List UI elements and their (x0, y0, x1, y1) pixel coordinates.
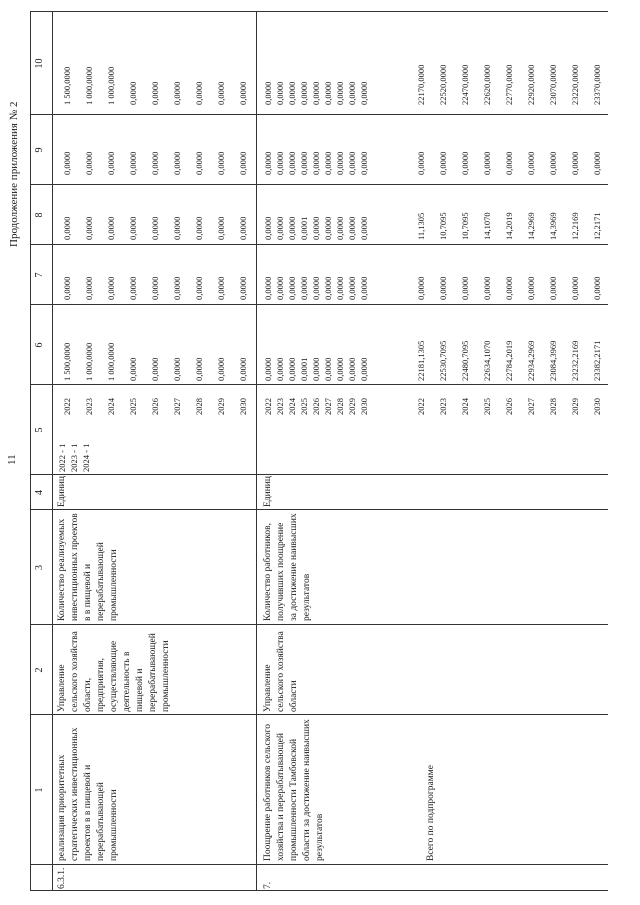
row-7-c7-8: 0,0000 (359, 276, 369, 300)
row-6-3-1-indicator: Количество реализуемых инвестиционных проектов в в пищевой и перерабатывающей промышленности (57, 513, 119, 621)
row-7-years-8: 2030 (359, 398, 369, 415)
total-years-0: 2022 (416, 398, 426, 415)
total-years-8: 2030 (592, 398, 602, 415)
row-6-3-1-c9-7: 0,0000 (216, 151, 226, 175)
appendix-note: Продолжение приложения № 2 (8, 101, 20, 247)
row-7-c9-8: 0,0000 (359, 151, 369, 175)
row-7-c8-5: 0,0000 (323, 216, 333, 240)
total-c6-3: 22634,1070 (482, 340, 492, 381)
row-7-years-6: 2028 (335, 398, 345, 415)
row-6-3-1-col7 (56, 277, 254, 300)
row-7-c9-0: 0,0000 (263, 151, 273, 175)
colnum-5: 5 (34, 427, 45, 433)
row-7-col6 (262, 358, 370, 381)
row-7-c10-8: 0,0000 (359, 81, 369, 105)
row-6-3-1-c7-6: 0,0000 (194, 276, 204, 300)
row-6-3-1-c7-8: 0,0000 (238, 276, 248, 300)
row-6-3-1-c10-0: 1 500,0000 (62, 66, 72, 105)
row-6-3-1-years-5: 2027 (172, 398, 182, 415)
row-7-c7-0: 0,0000 (263, 276, 273, 300)
row-6-3-1-col10 (56, 67, 254, 105)
row-6-3-1-c7-1: 0,0000 (84, 276, 94, 300)
row-6-3-1-years-4: 2026 (150, 398, 160, 415)
row-6-3-1-target-2024: 2024 - 1 (81, 443, 91, 472)
row-7-c7-4: 0,0000 (311, 276, 321, 300)
row-7-c10-7: 0,0000 (347, 81, 357, 105)
page-number: 11 (6, 454, 18, 465)
rule-col5 (30, 474, 608, 475)
total-c6-6: 23084,3969 (548, 340, 558, 381)
rule-col4 (30, 509, 608, 510)
row-6-3-1-c7-4: 0,0000 (150, 276, 160, 300)
colnum-4: 4 (34, 490, 45, 495)
total-c6-4: 22784,2019 (504, 340, 514, 381)
row-6-3-1-col6 (56, 343, 254, 381)
colnum-1: 1 (34, 787, 45, 793)
row-7-c9-2: 0,0000 (287, 151, 297, 175)
rule-col10 (30, 114, 608, 115)
total-c8-8: 12,2171 (592, 212, 602, 240)
row-6-3-1-c9-4: 0,0000 (150, 151, 160, 175)
row-7-years-3: 2025 (299, 398, 309, 415)
total-c10-7: 23220,0000 (570, 64, 580, 105)
row-7-c7-7: 0,0000 (347, 276, 357, 300)
colnum-2: 2 (34, 667, 45, 673)
total-c6-7: 23232,2169 (570, 340, 580, 381)
row-7-c7-6: 0,0000 (335, 276, 345, 300)
total-c6-5: 22934,2969 (526, 340, 536, 381)
row-7-c8-1: 0,0000 (275, 216, 285, 240)
row-6-3-1-c10-4: 0,0000 (150, 81, 160, 105)
row-7-c6-6: 0,0000 (335, 357, 345, 381)
total-c10-5: 22920,0000 (526, 64, 536, 105)
total-c10-0: 22170,0000 (416, 64, 426, 105)
row-7-c6-0: 0,0000 (263, 357, 273, 381)
total-years-7: 2029 (570, 398, 580, 415)
row-6-3-1-c7-7: 0,0000 (216, 276, 226, 300)
total-c7-4: 0,0000 (504, 276, 514, 300)
total-c10-1: 22520,0000 (438, 64, 448, 105)
row-6-3-1-c7-5: 0,0000 (172, 276, 182, 300)
row-7-col8 (262, 217, 370, 240)
row-6-3-1-years (56, 398, 254, 415)
rule-col2 (30, 714, 608, 715)
rule-col0 (30, 890, 608, 891)
total-c8-4: 14,2019 (504, 212, 514, 240)
row-7-c8-2: 0,0000 (287, 216, 297, 240)
total-years-1: 2023 (438, 398, 448, 415)
total-c6-0: 22181,1305 (416, 340, 426, 381)
row-7-executor: Управление сельского хозяйства области (263, 631, 299, 712)
total-col7 (410, 277, 608, 300)
total-years-3: 2025 (482, 398, 492, 415)
row-6-3-1-c9-2: 0,0000 (106, 151, 116, 175)
total-c8-6: 14,3969 (548, 212, 558, 240)
total-c8-5: 14,2969 (526, 212, 536, 240)
row-7-name: Поощрение работников сельского хозяйства и перерабатывающей промышленности Тамбовской области за достижение наивысших результатов (263, 719, 325, 861)
colnum-8: 8 (34, 212, 45, 218)
total-c9-7: 0,0000 (570, 151, 580, 175)
row-7-c10-0: 0,0000 (263, 81, 273, 105)
row-6-3-1-c10-1: 1 000,0000 (84, 66, 94, 105)
row-7-c7-1: 0,0000 (275, 276, 285, 300)
row-7-c8-7: 0,0000 (347, 216, 357, 240)
total-c7-1: 0,0000 (438, 276, 448, 300)
row-6-3-1-c8-8: 0,0000 (238, 216, 248, 240)
total-c7-3: 0,0000 (482, 276, 492, 300)
total-years-6: 2028 (548, 398, 558, 415)
row-6-3-1-c7-0: 0,0000 (62, 276, 72, 300)
row-6-3-1-c6-7: 0,0000 (216, 357, 226, 381)
total-years-5: 2027 (526, 398, 536, 415)
row-6-3-1-name: реализация приоритетных стратегических инвестиционных проектов в в пищевой и перерабатывающей промышленности (57, 727, 119, 861)
row-7-c6-5: 0,0000 (323, 357, 333, 381)
total-c10-2: 22470,0000 (460, 64, 470, 105)
row-6-3-1-c9-1: 0,0000 (84, 151, 94, 175)
total-c10-6: 23070,0000 (548, 64, 558, 105)
row-6-3-1-c9-5: 0,0000 (172, 151, 182, 175)
row-7-c9-6: 0,0000 (335, 151, 345, 175)
row-7-c6-8: 0,0000 (359, 357, 369, 381)
total-c7-0: 0,0000 (416, 276, 426, 300)
total-years-4: 2026 (504, 398, 514, 415)
row-7-years-7: 2029 (347, 398, 357, 415)
row-6-3-1-c6-8: 0,0000 (238, 357, 248, 381)
total-c9-3: 0,0000 (482, 151, 492, 175)
row-6-3-1-c9-0: 0,0000 (62, 151, 72, 175)
row-6-3-1-c6-6: 0,0000 (194, 357, 204, 381)
total-c7-7: 0,0000 (570, 276, 580, 300)
row-7-c10-1: 0,0000 (275, 81, 285, 105)
colnum-9: 9 (34, 147, 45, 153)
total-col6 (410, 341, 608, 381)
row-7-c10-4: 0,0000 (311, 81, 321, 105)
row-7-years-4: 2026 (311, 398, 321, 415)
row-6-3-1-target-2023: 2023 - 1 (69, 443, 79, 472)
total-c10-3: 22620,0000 (482, 64, 492, 105)
rule-header (52, 11, 53, 891)
total-label: Всего по подпрограмме (426, 765, 436, 861)
row-6-3-1-c10-6: 0,0000 (194, 81, 204, 105)
row-6-3-1-c6-5: 0,0000 (172, 357, 182, 381)
row-6-3-1-c7-3: 0,0000 (128, 276, 138, 300)
total-col9 (410, 152, 608, 175)
row-7-c9-4: 0,0000 (311, 151, 321, 175)
total-col8 (410, 212, 608, 240)
row-6-3-1-c6-2: 1 000,0000 (106, 342, 116, 381)
row-7-col7 (262, 277, 370, 300)
total-c10-8: 23370,0000 (592, 64, 602, 105)
row-6-3-1-years-1: 2023 (84, 398, 94, 415)
row-7-years-5: 2027 (323, 398, 333, 415)
total-c8-3: 14,1070 (482, 212, 492, 240)
rule-col9 (30, 184, 608, 185)
row-7-c9-1: 0,0000 (275, 151, 285, 175)
row-7-c10-5: 0,0000 (323, 81, 333, 105)
row-number-6-3-1: 6.3.1. (57, 867, 67, 889)
row-6-3-1-c6-1: 1 000,0000 (84, 342, 94, 381)
row-6-3-1-years-2: 2024 (106, 398, 116, 415)
row-7-years-1: 2023 (275, 398, 285, 415)
rule-top (30, 11, 31, 891)
row-7-c10-2: 0,0000 (287, 81, 297, 105)
row-6-3-1-c8-4: 0,0000 (150, 216, 160, 240)
row-6-3-1-c8-1: 0,0000 (84, 216, 94, 240)
total-c9-8: 0,0000 (592, 151, 602, 175)
row-6-3-1-c8-6: 0,0000 (194, 216, 204, 240)
colnum-7: 7 (34, 272, 45, 278)
row-7-c7-3: 0,0000 (299, 276, 309, 300)
row-number-7: 7. (263, 881, 273, 889)
row-6-3-1-c10-5: 0,0000 (172, 81, 182, 105)
total-c9-4: 0,0000 (504, 151, 514, 175)
row-7-c8-0: 0,0000 (263, 216, 273, 240)
total-c8-0: 11,1305 (416, 212, 426, 240)
total-c9-6: 0,0000 (548, 151, 558, 175)
row-6-3-1-c10-8: 0,0000 (238, 81, 248, 105)
row-7-c8-4: 0,0000 (311, 216, 321, 240)
row-6-3-1-years-6: 2028 (194, 398, 204, 415)
rule-col11 (30, 11, 608, 12)
row-7-c7-2: 0,0000 (287, 276, 297, 300)
total-c8-7: 12,2169 (570, 212, 580, 240)
total-c9-2: 0,0000 (460, 151, 470, 175)
row-7-c9-7: 0,0000 (347, 151, 357, 175)
total-c9-5: 0,0000 (526, 151, 536, 175)
row-7-col9 (262, 152, 370, 175)
row-7-c9-3: 0,0000 (299, 151, 309, 175)
row-6-3-1-c7-2: 0,0000 (106, 276, 116, 300)
total-c9-1: 0,0000 (438, 151, 448, 175)
colnum-3: 3 (34, 565, 45, 570)
total-c6-8: 23382,2171 (592, 340, 602, 381)
row-6-3-1-unit: Единиц (57, 476, 67, 507)
row-7-c9-5: 0,0000 (323, 151, 333, 175)
row-7-years-0: 2022 (263, 398, 273, 415)
row-6-3-1-c6-3: 0,0000 (128, 357, 138, 381)
row-6-3-1-c8-5: 0,0000 (172, 216, 182, 240)
total-c7-2: 0,0000 (460, 276, 470, 300)
row-7-unit: Единиц (263, 476, 273, 507)
row-7-c10-6: 0,0000 (335, 81, 345, 105)
row-7-c6-4: 0,0000 (311, 357, 321, 381)
row-6-3-1-c10-3: 0,0000 (128, 81, 138, 105)
row-7-c7-5: 0,0000 (323, 276, 333, 300)
row-7-years (262, 398, 370, 415)
total-c6-1: 22530,7095 (438, 340, 448, 381)
colnum-10: 10 (34, 58, 45, 69)
row-6-3-1-c8-7: 0,0000 (216, 216, 226, 240)
row-6-3-1-c9-3: 0,0000 (128, 151, 138, 175)
total-c10-4: 22770,0000 (504, 64, 514, 105)
row-7-c6-1: 0,0000 (275, 357, 285, 381)
row-6-3-1-c10-2: 1 000,0000 (106, 66, 116, 105)
row-6-3-1-c9-8: 0,0000 (238, 151, 248, 175)
row-6-3-1-years-0: 2022 (62, 398, 72, 415)
total-c8-2: 10,7095 (460, 212, 470, 240)
row-7-col10 (262, 82, 370, 105)
rule-col8 (30, 244, 608, 245)
row-7-c8-8: 0,0000 (359, 216, 369, 240)
row-7-c10-3: 0,0000 (299, 81, 309, 105)
row-6-3-1-c8-3: 0,0000 (128, 216, 138, 240)
row-6-3-1-target-2022: 2022 - 1 (57, 443, 67, 472)
row-6-3-1-executor: Управление сельского хозяйства области, предприятия, осуществляющие деятельность в пищевой и перерабатывающей промышленности (57, 631, 171, 712)
total-years-2: 2024 (460, 398, 470, 415)
total-c7-6: 0,0000 (548, 276, 558, 300)
rule-col7 (30, 304, 608, 305)
row-6-3-1-c8-0: 0,0000 (62, 216, 72, 240)
colnum-6: 6 (34, 342, 45, 348)
row-6-3-1-c6-4: 0,0000 (150, 357, 160, 381)
rule-col1 (30, 864, 608, 865)
row-7-years-2: 2024 (287, 398, 297, 415)
row-7-c8-6: 0,0000 (335, 216, 345, 240)
row-7-c6-7: 0,0000 (347, 357, 357, 381)
row-7-indicator: Количество работников, получивших поощрение за достижение наивысших результатов (263, 513, 312, 621)
row-6-3-1-c8-2: 0,0000 (106, 216, 116, 240)
total-c7-5: 0,0000 (526, 276, 536, 300)
row-6-3-1-c10-7: 0,0000 (216, 81, 226, 105)
row-6-3-1-years-7: 2029 (216, 398, 226, 415)
total-c6-2: 22480,7095 (460, 340, 470, 381)
row-6-3-1-col9 (56, 152, 254, 175)
total-c9-0: 0,0000 (416, 151, 426, 175)
row-6-3-1-years-8: 2030 (238, 398, 248, 415)
row-6-3-1-col8 (56, 217, 254, 240)
row-7-c8-3: 0,0001 (299, 216, 309, 240)
row-6-3-1-c6-0: 1 500,0000 (62, 342, 72, 381)
row-6-3-1-c9-6: 0,0000 (194, 151, 204, 175)
total-years (410, 398, 608, 415)
row-6-3-1-years-3: 2025 (128, 398, 138, 415)
row-7-c6-2: 0,0000 (287, 357, 297, 381)
total-c7-8: 0,0000 (592, 276, 602, 300)
rule-col3 (30, 624, 608, 625)
total-col10 (410, 65, 608, 105)
total-c8-1: 10,7095 (438, 212, 448, 240)
row-7-c6-3: 0,0001 (299, 357, 309, 381)
rule-row-6-3-1 (256, 11, 257, 891)
rule-col6 (30, 384, 608, 385)
